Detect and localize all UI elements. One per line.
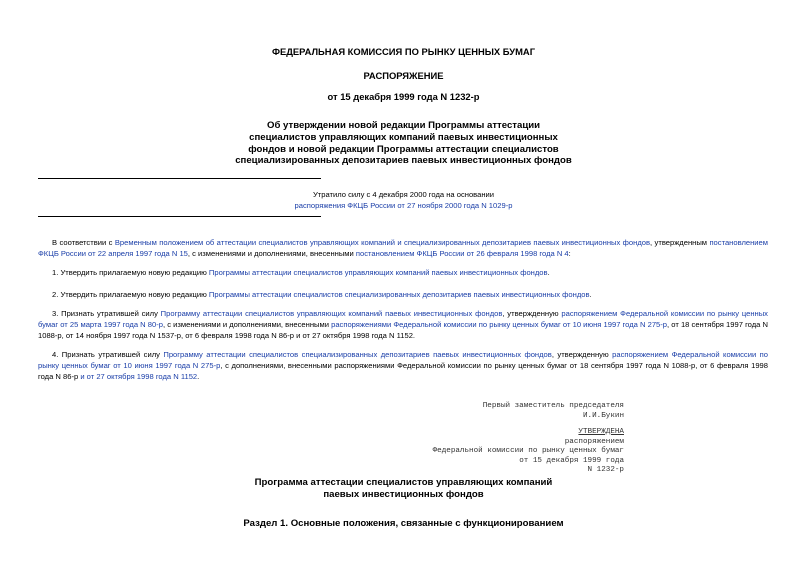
signature-block bbox=[483, 402, 624, 421]
approval-line: N 1232-р bbox=[587, 466, 624, 475]
signatory-name: И.И.Букин bbox=[582, 411, 624, 420]
order-275-depositaries-link[interactable]: распоряжением Федеральной комиссии по рынку ценных бумаг от 10 июня 1997 года N 275-р bbox=[38, 350, 768, 370]
item-3 bbox=[38, 309, 768, 341]
text: . bbox=[197, 371, 200, 381]
text: : bbox=[568, 248, 571, 258]
title-line: фондов и новой редакции Программы аттестации специалистов bbox=[248, 143, 559, 155]
approval-line: распоряжением bbox=[564, 437, 624, 446]
temporary-regulation-link[interactable]: Временным положением об аттестации специалистов управляющих компаний и специализированных депозитариев паевых инвестиционных фондов bbox=[114, 238, 651, 247]
program-depositaries-link[interactable]: Программы аттестации специалистов специализированных депозитариев паевых инвестиционных фондов bbox=[208, 290, 590, 299]
signatory-position: Первый заместитель председателя bbox=[482, 402, 624, 410]
resolution-15-link[interactable]: постановлением ФКЦБ России от 22 апреля 1997 года N 15 bbox=[38, 238, 768, 258]
text: 4. Признать утратившей силу bbox=[52, 350, 164, 359]
item-4 bbox=[38, 350, 768, 382]
program-title bbox=[0, 477, 807, 501]
document-type: РАСПОРЯЖЕНИЕ bbox=[363, 70, 444, 81]
validity-note bbox=[0, 190, 807, 211]
repeal-order-link[interactable]: распоряжения ФКЦБ России от 27 ноября 2000 года N 1029-р bbox=[294, 200, 513, 210]
text: 1. Утвердить прилагаемую новую редакцию bbox=[52, 268, 209, 277]
item-2 bbox=[38, 290, 768, 301]
program-title-line: паевых инвестиционных фондов bbox=[323, 488, 484, 500]
text: , утвержденную bbox=[502, 309, 562, 318]
text: 3. Признать утратившей силу bbox=[52, 309, 161, 318]
title-line: специалистов управляющих компаний паевых инвестиционных bbox=[249, 131, 558, 143]
order-1152-link[interactable]: и от 27 октября 1998 года N 1152 bbox=[80, 371, 198, 381]
document-title bbox=[0, 120, 807, 167]
resolution-4-link[interactable]: постановлением ФКЦБ России от 26 февраля 1998 года N 4 bbox=[355, 248, 569, 258]
document-date-number: от 15 декабря 1999 года N 1232-р bbox=[327, 91, 480, 102]
validity-note-text: Утратило силу с 4 декабря 2000 года на основании bbox=[312, 190, 495, 199]
approval-line: Федеральной комиссии по рынку ценных бумаг bbox=[432, 447, 624, 456]
title-line: специализированных депозитариев паевых инвестиционных фондов bbox=[235, 155, 572, 167]
program-title-line: Программа аттестации специалистов управляющих компаний bbox=[254, 477, 553, 488]
approval-block bbox=[433, 428, 624, 476]
text: . bbox=[589, 290, 592, 299]
intro-paragraph bbox=[38, 238, 768, 260]
text: , от 18 сентября 1997 года N 1088-р, от 14 ноября 1997 года N 1537-р, от 6 февраля 1998 года N 86-р и от 27 октября 1998 года N 1152. bbox=[38, 319, 768, 340]
program-managers-link[interactable]: Программы аттестации специалистов управляющих компаний паевых инвестиционных фондов bbox=[208, 268, 548, 277]
old-program-depositaries-link[interactable]: Программу аттестации специалистов специализированных депозитариев паевых инвестиционных фондов bbox=[163, 350, 552, 359]
text: . bbox=[547, 268, 550, 277]
order-80-link[interactable]: распоряжением Федеральной комиссии по рынку ценных бумаг от 25 марта 1997 года N 80-р bbox=[38, 309, 768, 329]
divider-top bbox=[38, 178, 321, 179]
section-1-title: Раздел 1. Основные положения, связанные с функционированием bbox=[243, 518, 564, 529]
text: , утвержденным bbox=[650, 238, 710, 247]
old-program-managers-link[interactable]: Программу аттестации специалистов управляющих компаний паевых инвестиционных фондов bbox=[160, 309, 503, 318]
text: , с изменениями и дополнениями, внесенными bbox=[187, 248, 356, 258]
approval-line: от 15 декабря 1999 года bbox=[519, 456, 624, 465]
text: , утвержденную bbox=[551, 350, 613, 359]
title-line: Об утверждении новой редакции Программы аттестации bbox=[266, 120, 541, 131]
text: , с изменениями и дополнениями, внесенными bbox=[163, 319, 332, 329]
text: В соответствии с bbox=[52, 238, 115, 247]
text: , с дополнениями, внесенными распоряжениями Федеральной комиссии по рынку ценных бумаг от 18 сентября 1997 года N 1088-р, от 6 февраля 1998 года N 86-р bbox=[38, 360, 768, 381]
order-275-link[interactable]: распоряжениями Федеральной комиссии по рынку ценных бумаг от 10 июня 1997 года N 275-р bbox=[331, 319, 668, 329]
approval-line: УТВЕРЖДЕНА bbox=[578, 428, 624, 436]
divider-bottom bbox=[38, 216, 321, 217]
issuing-body: ФЕДЕРАЛЬНАЯ КОМИССИЯ ПО РЫНКУ ЦЕННЫХ БУМАГ bbox=[271, 46, 536, 57]
item-1 bbox=[38, 268, 768, 279]
text: 2. Утвердить прилагаемую новую редакцию bbox=[52, 290, 209, 299]
